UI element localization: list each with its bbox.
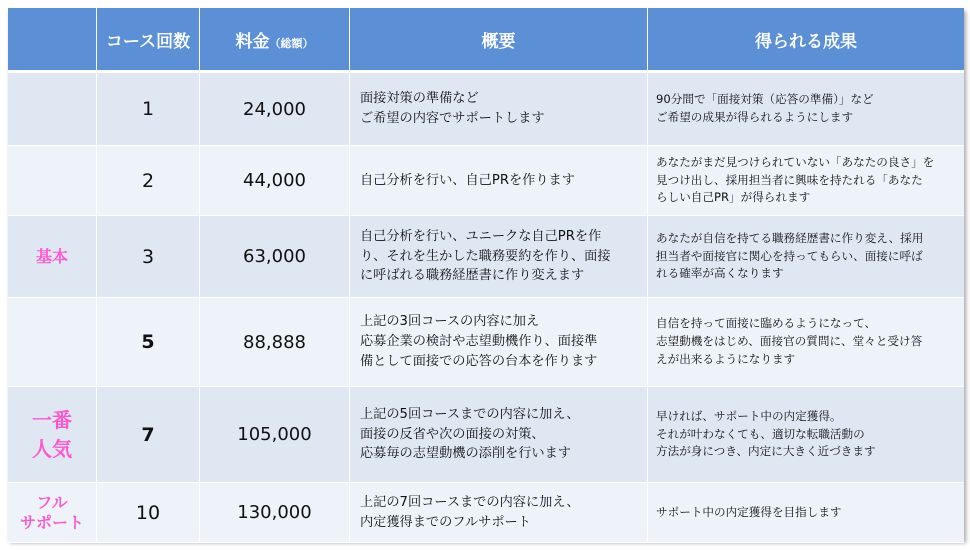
row-summary: 自己分析を行い、自己PRを作ります bbox=[350, 146, 648, 216]
row-category: フル サポート bbox=[8, 483, 97, 543]
row-category: 基本 bbox=[8, 216, 97, 298]
course-price-table-container bbox=[8, 8, 964, 540]
header-summary bbox=[350, 8, 648, 73]
row-fee: 88,888 bbox=[200, 298, 350, 387]
row-category bbox=[8, 73, 97, 146]
row-fee: 105,000 bbox=[200, 387, 350, 483]
row-category bbox=[8, 298, 97, 387]
header-fee-label: 料金 bbox=[235, 31, 270, 52]
row-course-count: 3 bbox=[97, 216, 200, 298]
row-summary: 自己分析を行い、ユニークな自己PRを作 り、それを生かした職務要約を作り、面接 に呼ばれる職務経歴書に作り変えます bbox=[350, 216, 648, 298]
row-result: 早ければ、サポート中の内定獲得。 それが叶わなくても、適切な転職活動の 方法が身につき、内定に大きく近づきます bbox=[648, 387, 964, 483]
table-row bbox=[8, 216, 964, 298]
row-summary: 上記の3回コースの内容に加え 応募企業の検討や志望動機作り、面接準 備として面接での応答の台本を作ります bbox=[350, 298, 648, 387]
course-price-table bbox=[8, 8, 964, 543]
table-row bbox=[8, 298, 964, 387]
table-row bbox=[8, 483, 964, 543]
row-result: サポート中の内定獲得を目指します bbox=[648, 483, 964, 543]
row-course-count: 2 bbox=[97, 146, 200, 216]
row-course-count: 1 bbox=[97, 73, 200, 146]
table-row bbox=[8, 387, 964, 483]
row-course-count: 10 bbox=[97, 483, 200, 543]
row-course-count: 5 bbox=[97, 298, 200, 387]
row-fee: 24,000 bbox=[200, 73, 350, 146]
table-row bbox=[8, 73, 964, 146]
table-header-row bbox=[8, 8, 964, 73]
header-result bbox=[648, 8, 964, 73]
header-course-count-label: コース回数 bbox=[105, 31, 191, 52]
row-category bbox=[8, 146, 97, 216]
row-category: 一番 人気 bbox=[8, 387, 97, 483]
row-result: 自信を持って面接に臨めるようになって、 志望動機をはじめ、面接官の質問に、堂々と受け答 えが出来るようになります bbox=[648, 298, 964, 387]
header-result-label: 得られる成果 bbox=[755, 31, 857, 52]
header-fee bbox=[200, 8, 350, 73]
row-result: あなたがまだ見つけられていない「あなたの良さ」を 見つけ出し、採用担当者に興味を持たれる「あなた らしい自己PR」が得られます bbox=[648, 146, 964, 216]
row-course-count: 7 bbox=[97, 387, 200, 483]
row-fee: 130,000 bbox=[200, 483, 350, 543]
row-result: 90分間で「面接対策（応答の準備）」など ご希望の成果が得られるようにします bbox=[648, 73, 964, 146]
table-row bbox=[8, 146, 964, 216]
header-course-count bbox=[97, 8, 200, 73]
row-result: あなたが自信を持てる職務経歴書に作り変え、採用 担当者や面接官に関心を持ってもらい、面接に呼ば れる確率が高くなります bbox=[648, 216, 964, 298]
header-fee-note: （総額） bbox=[269, 36, 314, 50]
row-summary: 上記の5回コースまでの内容に加え、 面接の反省や次の面接の対策、 応募毎の志望動機の添削を行います bbox=[350, 387, 648, 483]
row-fee: 63,000 bbox=[200, 216, 350, 298]
header-category bbox=[8, 8, 97, 73]
header-summary-label: 概要 bbox=[481, 31, 516, 52]
row-fee: 44,000 bbox=[200, 146, 350, 216]
row-summary: 面接対策の準備など ご希望の内容でサポートします bbox=[350, 73, 648, 146]
row-summary: 上記の7回コースまでの内容に加え、 内定獲得までのフルサポート bbox=[350, 483, 648, 543]
